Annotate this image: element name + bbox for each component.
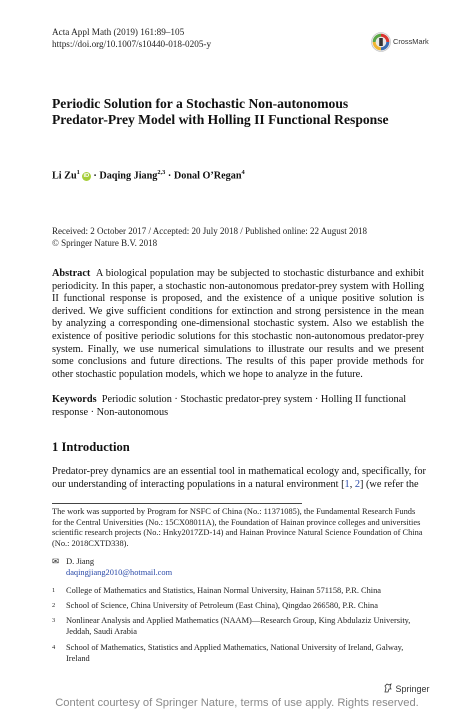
springer-horse-icon	[383, 683, 393, 693]
footnote-divider	[52, 503, 302, 504]
corresponding-author-email[interactable]: daqingjiang2010@hotmail.com	[66, 567, 173, 577]
keywords-label: Keywords	[52, 394, 97, 405]
affiliation-text: Nonlinear Analysis and Applied Mathematics (NAAM)—Research Group, King Abdulaziz University, Jeddah, Saudi Arabia	[66, 616, 411, 636]
doi-link[interactable]: https://doi.org/10.1007/s10440-018-0205-y	[52, 39, 212, 49]
affiliation-number: 1	[52, 587, 56, 594]
keywords	[52, 394, 424, 419]
publisher-logo	[383, 683, 430, 694]
affiliation-text: School of Science, China University of Petroleum (East China), Qingdao 266580, P.R. China	[66, 601, 378, 610]
affiliation-text: School of Mathematics, Statistics and Applied Mathematics, National University of Ireland, Galway, Ireland	[66, 643, 404, 663]
intro-text: Predator-prey dynamics are an essential tool in mathematical ecology and, specifically, for our understanding of interacting populations in a natural environment [	[52, 466, 426, 490]
corresponding-author-name: D. Jiang	[66, 557, 95, 566]
citation-separator: ,	[349, 478, 355, 490]
funding-note: The work was supported by Program for NSFC of China (No.: 11371085), the Fundamental Research Funds for the Central Universities (No.: 15CX08011A), the Foundation of Hainan province colleges and universities scientific research projects (No.: Hnky2017ZD-14) and Hainan Province Natural Science Foundation of China (No.: 2018CXTD338).	[52, 507, 423, 548]
abstract-label: Abstract	[52, 268, 91, 279]
publication-dates	[52, 225, 426, 249]
history-dates: Received: 2 October 2017 / Accepted: 20 July 2018 / Published online: 22 August 2018	[52, 226, 367, 236]
intro-paragraph	[52, 466, 426, 491]
author-name[interactable]: Donal O’Regan	[173, 170, 242, 182]
affiliation-number: 3	[52, 617, 56, 624]
keywords-text: Periodic solution · Stochastic predator-prey system · Holling II functional response · Non-autonomous	[52, 394, 407, 418]
citation-link[interactable]: 1	[344, 478, 350, 490]
affiliation-number: 4	[52, 644, 56, 651]
crossmark-badge[interactable]	[371, 30, 431, 54]
author-separator: ·	[90, 170, 100, 182]
author-affiliation-ref: 4	[241, 169, 245, 176]
author-list	[52, 169, 426, 181]
journal-citation: Acta Appl Math (2019) 161:89–105	[52, 27, 185, 37]
author-affiliation-ref: 1	[76, 169, 80, 176]
publisher-name: Springer	[395, 684, 430, 694]
envelope-icon: ✉	[52, 557, 60, 566]
author-name[interactable]: Daqing Jiang	[99, 170, 158, 182]
abstract-text: A biological population may be subjected to stochastic disturbance and exhibit periodicity. In this paper, a stochastic non-autonomous predator-prey system with Holling II functional response is proposed, and the existence of a unique positive solution is derived. We give sufficient conditions for extinction and strong persistence in the mean by analyzing a corresponding one-dimensional stochastic system. Also we establish the existence of positive periodic solutions for this stochastic non-autonomous predator-prey system. Finally, we use numerical simulations to illustrate our results and we present some conclusions and future directions. The results of this paper provide methods for other stochastic population models, which we hope to analyze in the future.	[52, 268, 424, 380]
crossmark-label: CrossMark	[393, 37, 429, 46]
author-name[interactable]: Li Zu	[52, 170, 77, 182]
orcid-icon[interactable]: iD	[83, 173, 90, 180]
author-affiliation-ref: 2,3	[157, 169, 166, 176]
citation-link[interactable]: 2	[354, 478, 360, 490]
intro-text: ] (we refer the	[360, 478, 419, 490]
affiliation-text: College of Mathematics and Statistics, Hainan Normal University, Hainan 571158, P.R. China	[66, 586, 382, 595]
author-separator: ·	[165, 170, 174, 182]
abstract	[52, 268, 424, 381]
crossmark-icon	[371, 32, 391, 52]
courtesy-watermark: Content courtesy of Springer Nature, terms of use apply. Rights reserved.	[55, 697, 419, 709]
copyright-line: © Springer Nature B.V. 2018	[52, 238, 158, 248]
affiliation-number: 2	[52, 602, 56, 609]
article-title: Periodic Solution for a Stochastic Non-autonomous Predator-Prey Model with Holling II Functional Response	[52, 96, 389, 127]
journal-header	[52, 26, 426, 50]
section-heading-introduction: 1 Introduction	[52, 440, 130, 454]
corresponding-author	[52, 557, 426, 578]
